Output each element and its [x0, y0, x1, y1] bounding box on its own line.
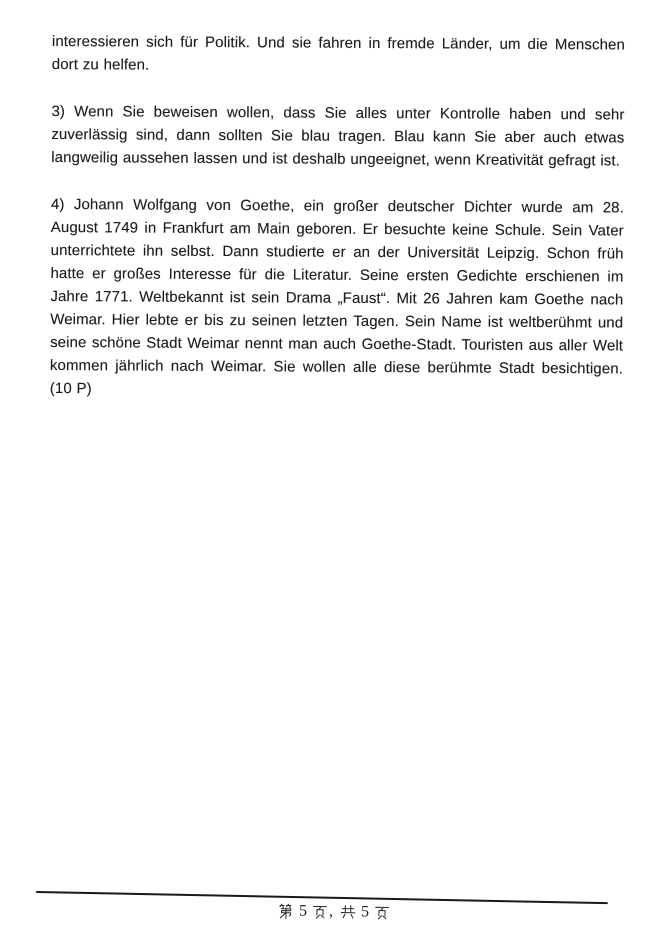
footer-separator: , [328, 902, 334, 920]
paragraph-item-4: 4) Johann Wolfgang von Goethe, ein großer deutscher Dichter wurde am 28. August 1749 in Frankfurt am Main geboren. Er besuchte keine Schule. Sein Vater unterrichtete ihn selbst. Dann studierte er an der Universität Leipzig. Schon früh hatte er großes Interesse für die Literatur. Seine ersten Gedichte erschienen im Jahre 1771. Weltbekannt ist sein Drama „Faust“. Mit 26 Jahren kam Goethe nach Weimar. Hier lebte er bis zu seinen letzten Tagen. Sein Name ist weltberühmt und seine schöne Stadt Weimar nennt man auch Goethe-Stadt. Touristen aus aller Welt kommen jährlich nach Weimar. Sie wollen alle diese berühmte Stadt besichtigen. (10 P) [49, 195, 624, 398]
total-page-number: 5 [360, 903, 370, 921]
footer-glyph-gong [340, 904, 356, 920]
text-content [50, 30, 625, 427]
cjk-ye-glyph [312, 904, 328, 920]
cjk-di-glyph [278, 903, 294, 919]
footer-glyph-ye-2 [374, 905, 390, 921]
footer-glyph-ye [312, 904, 328, 920]
current-page-number: 5 [298, 902, 308, 920]
paragraph-item-3: 3) Wenn Sie beweisen wollen, dass Sie alles unter Kontrolle haben und sehr zuverlässig sind, dann sollten Sie blau tragen. Blau kann Sie aber auch etwas langweilig aussehen lassen und ist deshalb ungeeignet, wenn Kreativität gefragt ist. [51, 102, 625, 170]
paragraph-continuation: interessieren sich für Politik. Und sie fahren in fremde Länder, um die Menschen dort zu helfen. [51, 32, 625, 74]
footer-glyph-di [278, 903, 294, 919]
cjk-ye-glyph [374, 905, 390, 921]
cjk-gong-glyph [340, 904, 356, 920]
